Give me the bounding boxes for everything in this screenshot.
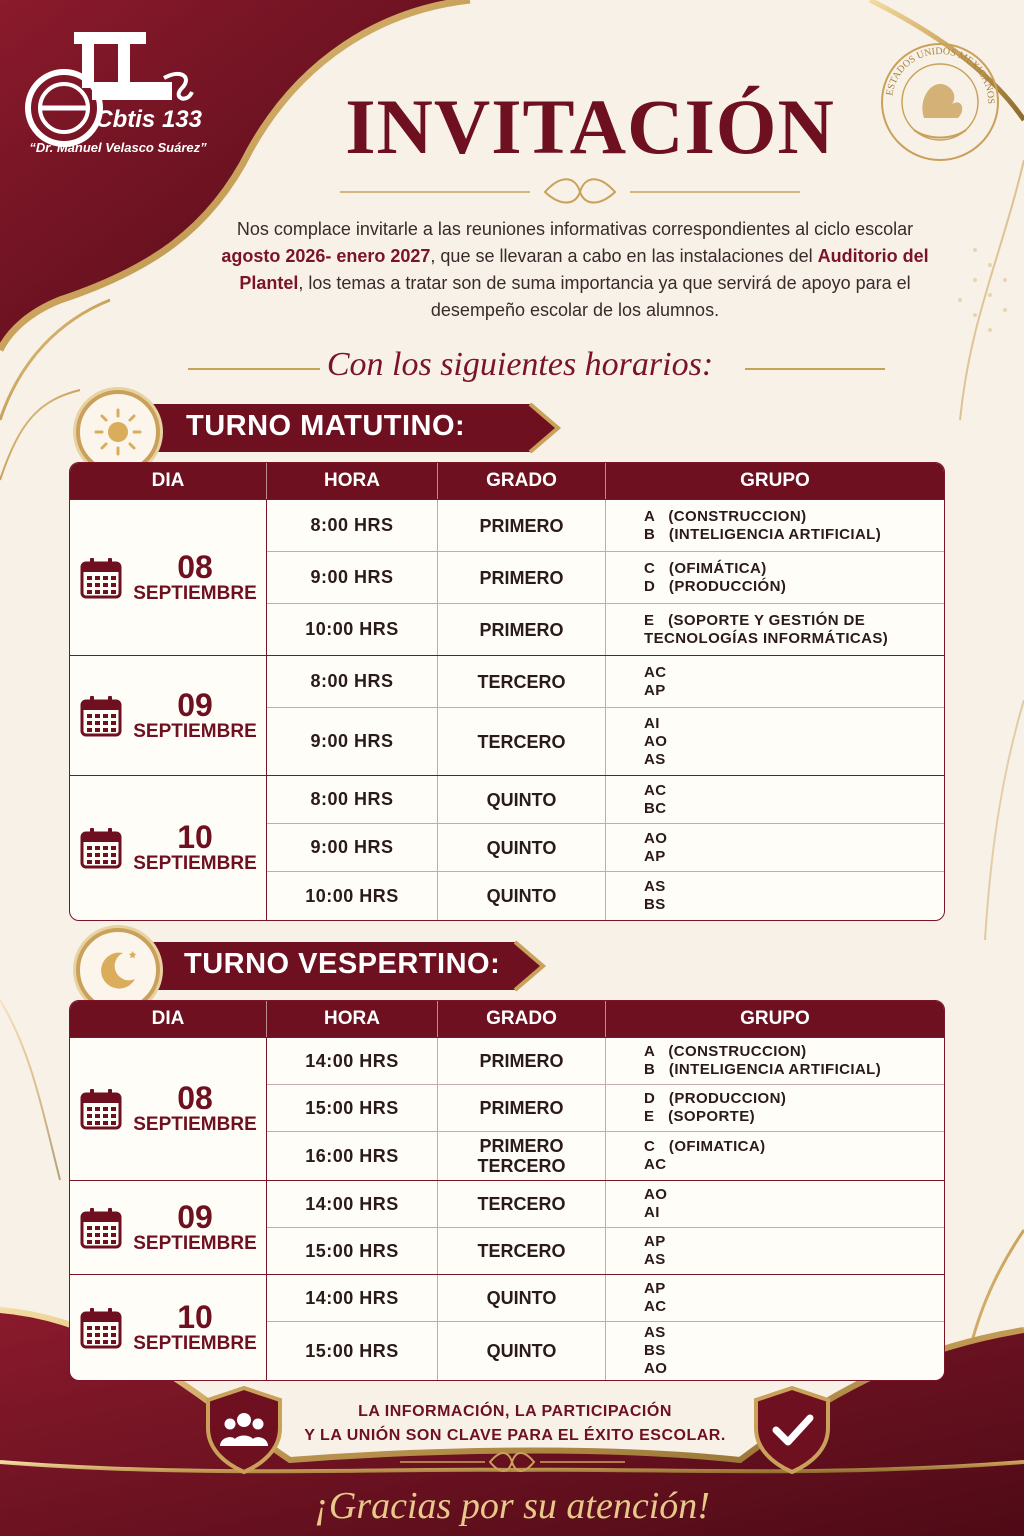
grupo-text: E (SOPORTE) <box>644 1108 756 1125</box>
grupo-cell <box>606 708 944 775</box>
turno-vespertino-title: TURNO VESPERTINO: <box>184 948 501 980</box>
svg-text:ESTADOS UNIDOS MEXICANOS: ESTADOS UNIDOS MEXICANOS <box>884 45 997 105</box>
grupo-cell <box>606 604 944 655</box>
grado-text: QUINTO <box>486 1288 557 1308</box>
grupo-text: BS <box>644 1342 666 1359</box>
day-number: 08 <box>177 548 213 585</box>
table-row <box>267 1131 944 1180</box>
grado-cell <box>438 1181 606 1227</box>
calendar-icon <box>79 826 123 870</box>
hora-cell: 14:00 HRS <box>267 1275 438 1321</box>
grupo-text: B (INTELIGENCIA ARTIFICIAL) <box>644 1061 882 1078</box>
day-month: SEPTIEMBRE <box>133 1232 257 1254</box>
grado-cell <box>438 824 606 871</box>
day-month: SEPTIEMBRE <box>133 1114 257 1135</box>
table-row <box>267 823 944 871</box>
calendar-icon <box>79 694 123 738</box>
grupo-text: AO <box>644 732 668 750</box>
grado-text: TERCERO <box>477 731 566 752</box>
sun-icon <box>93 407 143 457</box>
grupo-cell <box>606 552 944 603</box>
grupo-text: AP <box>644 847 666 865</box>
grupo-text: AP <box>644 1280 666 1297</box>
table-row <box>267 1227 944 1274</box>
grupo-text: AC <box>644 663 667 681</box>
grado-cell <box>438 500 606 551</box>
header-hora: HORA <box>267 463 438 499</box>
grupo-text: D (PRODUCCIÓN) <box>644 577 787 595</box>
day-number: 10 <box>177 1298 213 1335</box>
grado-cell <box>438 1132 606 1180</box>
day-label <box>133 1298 257 1355</box>
header-grupo: GRUPO <box>740 470 810 491</box>
day-block <box>70 655 944 775</box>
day-month: SEPTIEMBRE <box>133 853 257 874</box>
hora-cell: 10:00 HRS <box>267 872 438 920</box>
grado-text: QUINTO <box>486 886 557 906</box>
grado-text: PRIMERO <box>479 619 564 640</box>
day-month: SEPTIEMBRE <box>133 720 257 742</box>
header-grupo: GRUPO <box>740 1008 810 1029</box>
hora-cell: 9:00 HRS <box>267 552 438 603</box>
logo-name: Cbtis 133 <box>95 106 202 133</box>
day-month: SEPTIEMBRE <box>133 1332 257 1354</box>
grupo-text: AI <box>644 1204 660 1221</box>
grupo-cell <box>606 1132 944 1180</box>
grupo-cell <box>606 656 944 707</box>
day-cell <box>70 1181 267 1274</box>
hora-cell: 8:00 HRS <box>267 776 438 823</box>
hora-cell: 10:00 HRS <box>267 604 438 655</box>
grado-text: PRIMERO <box>479 1051 564 1071</box>
grupo-text: C (OFIMÁTICA) <box>644 559 767 577</box>
hora-cell: 16:00 HRS <box>267 1132 438 1180</box>
grado-cell <box>438 1228 606 1274</box>
hora-cell: 14:00 HRS <box>267 1038 438 1084</box>
grupo-text: B (INTELIGENCIA ARTIFICIAL) <box>644 525 882 543</box>
grupo-text: AC <box>644 1156 667 1173</box>
grupo-text: D (PRODUCCION) <box>644 1090 787 1107</box>
grado-text: PRIMERO <box>479 1136 564 1156</box>
grupo-cell <box>606 1275 944 1321</box>
grado-cell <box>438 1275 606 1321</box>
people-shield-icon <box>198 1384 290 1476</box>
hora-cell: 14:00 HRS <box>267 1181 438 1227</box>
grupo-text: AS <box>644 878 666 895</box>
grupo-cell <box>606 1038 944 1084</box>
grado-cell <box>438 872 606 920</box>
grado-cell <box>438 1085 606 1131</box>
intro-paragraph: Nos complace invitarle a las reuniones informativas correspondientes al ciclo escolar agosto 2026- enero 2027, que se llevaran a cabo en las instalaciones del Auditorio del Plantel, los temas a tratar son de suma importancia ya que servirá de apoyo para el desempeño escolar de los alumnos. <box>221 219 929 320</box>
day-label <box>133 1082 257 1136</box>
day-label <box>133 548 257 605</box>
grupo-text: A (CONSTRUCCION) <box>644 507 807 525</box>
grado-text: PRIMERO <box>479 567 564 588</box>
day-block <box>70 1037 944 1180</box>
school-cycle: agosto 2026- enero 2027 <box>221 246 431 266</box>
table-row <box>267 500 944 551</box>
hora-cell: 15:00 HRS <box>267 1228 438 1274</box>
table-row <box>267 871 944 920</box>
vespertino-table <box>69 1000 945 1381</box>
grupo-cell <box>606 500 944 551</box>
schedule-heading: Con los siguientes horarios: <box>326 346 714 383</box>
day-cell <box>70 1275 267 1380</box>
grado-text: TERCERO <box>477 1241 566 1261</box>
calendar-icon <box>79 1087 123 1131</box>
grupo-cell <box>606 1228 944 1274</box>
header-grado: GRADO <box>438 1001 606 1037</box>
grupo-cell <box>606 776 944 823</box>
grado-text: PRIMERO <box>479 515 564 536</box>
day-cell <box>70 1038 267 1180</box>
grado-text: TERCERO <box>477 1156 566 1176</box>
moon-icon <box>93 945 143 995</box>
grado-cell <box>438 552 606 603</box>
grupo-text: AO <box>644 829 668 847</box>
table-row <box>267 776 944 823</box>
logo-subtitle: “Dr. Manuel Velasco Suárez” <box>29 140 207 155</box>
grupo-text: AS <box>644 1324 666 1341</box>
day-number: 09 <box>177 686 213 723</box>
grupo-text: AO <box>644 1186 668 1203</box>
day-block <box>70 775 944 920</box>
table-row <box>267 1038 944 1084</box>
day-number: 09 <box>177 1198 213 1235</box>
calendar-icon <box>79 1306 123 1350</box>
grupo-cell <box>606 1181 944 1227</box>
day-label <box>133 686 257 743</box>
table-row <box>267 707 944 775</box>
grado-cell <box>438 708 606 775</box>
grupo-text: A (CONSTRUCCION) <box>644 1043 807 1060</box>
hora-cell: 15:00 HRS <box>267 1085 438 1131</box>
table-row <box>267 656 944 707</box>
hora-cell: 15:00 HRS <box>267 1322 438 1380</box>
day-block <box>70 1274 944 1380</box>
grupo-text: AO <box>644 1360 668 1377</box>
page-title: INVITACIÓN <box>345 83 835 170</box>
day-month: SEPTIEMBRE <box>133 582 257 604</box>
grupo-text: AP <box>644 681 666 699</box>
grado-text: TERCERO <box>477 671 566 692</box>
hora-cell: 9:00 HRS <box>267 824 438 871</box>
grado-text: QUINTO <box>486 789 557 810</box>
grupo-cell <box>606 1322 944 1380</box>
grupo-text: C (OFIMATICA) <box>644 1138 766 1155</box>
hora-cell: 8:00 HRS <box>267 656 438 707</box>
grado-text: QUINTO <box>486 837 557 858</box>
turno-matutino-title: TURNO MATUTINO: <box>186 410 466 442</box>
day-cell <box>70 656 267 775</box>
grupo-text: AC <box>644 781 667 799</box>
day-label <box>133 1198 257 1255</box>
grado-cell <box>438 656 606 707</box>
day-block <box>70 499 944 655</box>
grado-cell <box>438 1322 606 1380</box>
calendar-icon <box>79 556 123 600</box>
grado-cell <box>438 776 606 823</box>
table-row <box>267 603 944 655</box>
matutino-table <box>69 462 945 921</box>
grupo-cell <box>606 1085 944 1131</box>
grado-cell <box>438 604 606 655</box>
footer-line-2: Y LA UNIÓN SON CLAVE PARA EL ÉXITO ESCOLAR. <box>304 1427 726 1444</box>
day-label <box>133 821 257 875</box>
hora-cell: 9:00 HRS <box>267 708 438 775</box>
grupo-text: AS <box>644 750 666 768</box>
grupo-text: BS <box>644 896 666 913</box>
grado-text: PRIMERO <box>479 1098 564 1118</box>
hora-cell: 8:00 HRS <box>267 500 438 551</box>
table-header <box>70 1001 944 1037</box>
grupo-text: AC <box>644 1298 667 1315</box>
footer-message <box>300 1400 730 1448</box>
grado-cell <box>438 1038 606 1084</box>
day-cell <box>70 776 267 920</box>
day-number: 08 <box>177 1080 213 1116</box>
grupo-cell <box>606 824 944 871</box>
header-hora: HORA <box>267 1001 438 1037</box>
grupo-text: AI <box>644 714 660 732</box>
grupo-text: AS <box>644 1251 666 1268</box>
day-block <box>70 1180 944 1274</box>
grado-text: TERCERO <box>477 1194 566 1214</box>
header-dia: DIA <box>70 1001 267 1037</box>
header-grado: GRADO <box>438 463 606 499</box>
grupo-text: BC <box>644 799 667 817</box>
grupo-text: TECNOLOGÍAS INFORMÁTICAS) <box>644 629 889 647</box>
grupo-text: E (SOPORTE Y GESTIÓN DE <box>644 611 866 629</box>
table-row <box>267 1275 944 1321</box>
day-cell <box>70 500 267 655</box>
table-row <box>267 1181 944 1227</box>
table-header <box>70 463 944 499</box>
grupo-cell <box>606 872 944 920</box>
footer-line-1: LA INFORMACIÓN, LA PARTICIPACIÓN <box>358 1403 672 1420</box>
day-number: 10 <box>177 819 213 855</box>
grado-text: QUINTO <box>486 1341 557 1361</box>
calendar-icon <box>79 1206 123 1250</box>
thanks-message: ¡Gracias por su atención! <box>314 1485 710 1527</box>
header-dia: DIA <box>70 463 267 499</box>
table-row <box>267 1084 944 1131</box>
grupo-text: AP <box>644 1233 666 1250</box>
check-shield-icon <box>746 1384 838 1476</box>
table-row <box>267 1321 944 1380</box>
venue: Auditorio del Plantel <box>239 246 929 293</box>
national-seal-icon <box>878 40 1002 164</box>
table-row <box>267 551 944 603</box>
